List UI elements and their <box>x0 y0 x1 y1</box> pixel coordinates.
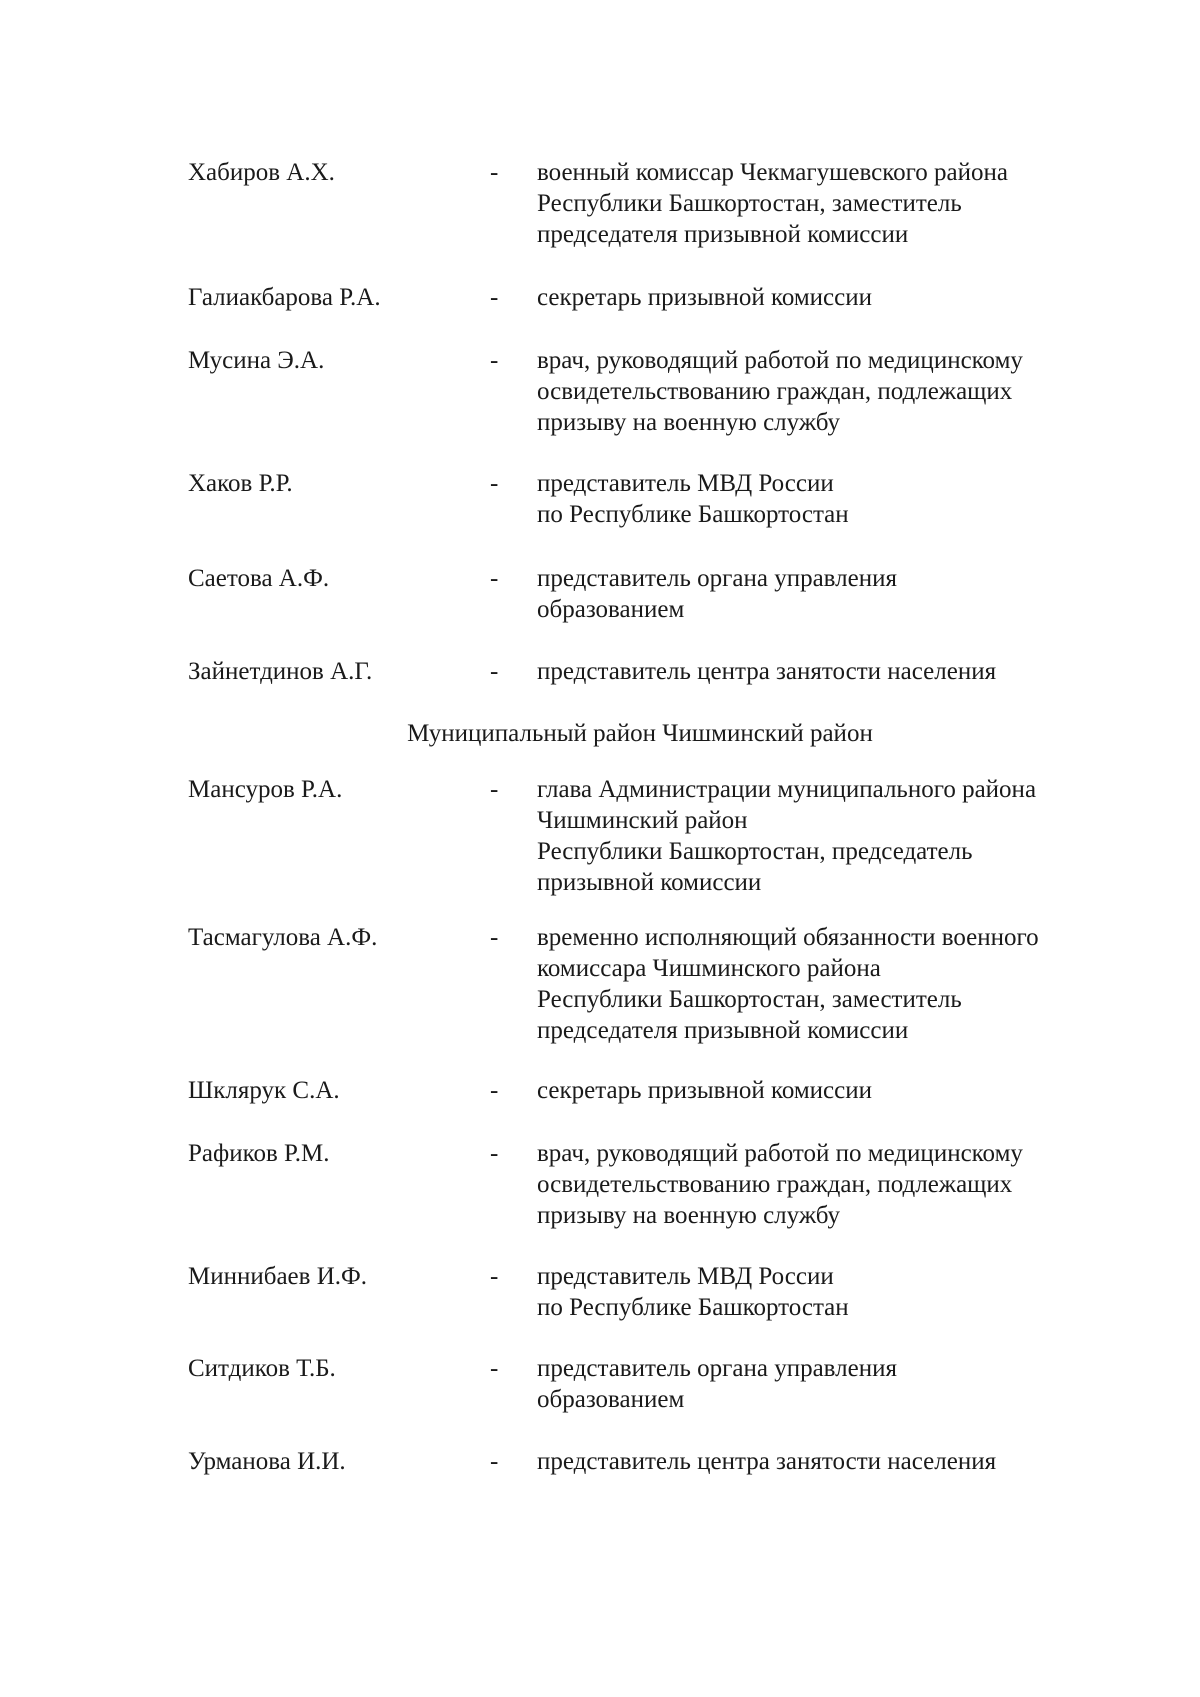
member-role <box>537 656 1137 687</box>
role-line: врач, руководящий работой по медицинскому <box>537 1140 1023 1167</box>
role-line: призыву на военную службу <box>537 1202 841 1229</box>
member-role <box>537 1138 1137 1231</box>
dash-separator: - <box>490 565 499 592</box>
role-line: военный комиссар Чекмагушевского района <box>537 159 1008 186</box>
role-line: Республики Башкортостан, председатель <box>537 838 973 865</box>
member-role <box>537 1075 1137 1106</box>
role-line: представитель МВД России <box>537 470 834 497</box>
dash-separator: - <box>490 159 499 186</box>
role-line: глава Администрации муниципального района <box>537 776 1037 803</box>
member-name: Саетова А.Ф. <box>188 565 330 592</box>
member-name: Зайнетдинов А.Г. <box>188 658 373 685</box>
member-name: Урманова И.И. <box>188 1448 346 1475</box>
role-line: Республики Башкортостан, заместитель <box>537 986 962 1013</box>
role-line: председателя призывной комиссии <box>537 1017 909 1044</box>
role-line: временно исполняющий обязанности военного <box>537 924 1039 951</box>
role-line: представитель органа управления <box>537 565 897 592</box>
member-role <box>537 1261 1137 1323</box>
dash-separator: - <box>490 1077 499 1104</box>
member-role <box>537 345 1137 438</box>
dash-separator: - <box>490 658 499 685</box>
member-role <box>537 468 1137 530</box>
role-line: призывной комиссии <box>537 869 762 896</box>
dash-separator: - <box>490 347 499 374</box>
member-name: Ситдиков Т.Б. <box>188 1355 336 1382</box>
member-role <box>537 774 1137 898</box>
dash-separator: - <box>490 1448 499 1475</box>
member-role <box>537 1446 1137 1477</box>
role-line: председателя призывной комиссии <box>537 221 909 248</box>
role-line: секретарь призывной комиссии <box>537 284 873 311</box>
role-line: освидетельствованию граждан, подлежащих <box>537 378 1013 405</box>
role-line: врач, руководящий работой по медицинскому <box>537 347 1023 374</box>
role-line: секретарь призывной комиссии <box>537 1077 873 1104</box>
role-line: по Республике Башкортостан <box>537 501 849 528</box>
member-role <box>537 1353 1137 1415</box>
member-name: Мусина Э.А. <box>188 347 325 374</box>
member-role <box>537 922 1137 1046</box>
district-heading: Муниципальный район Чишминский район <box>407 720 873 747</box>
member-name: Мансуров Р.А. <box>188 776 343 803</box>
role-line: Республики Башкортостан, заместитель <box>537 190 962 217</box>
role-line: призыву на военную службу <box>537 409 841 436</box>
dash-separator: - <box>490 1140 499 1167</box>
role-line: представитель органа управления <box>537 1355 897 1382</box>
member-role <box>537 157 1137 250</box>
role-line: представитель центра занятости населения <box>537 1448 997 1475</box>
role-line: Чишминский район <box>537 807 748 834</box>
member-name: Шклярук С.А. <box>188 1077 340 1104</box>
member-name: Галиакбарова Р.А. <box>188 284 381 311</box>
member-name: Миннибаев И.Ф. <box>188 1263 368 1290</box>
member-name: Тасмагулова А.Ф. <box>188 924 378 951</box>
role-line: освидетельствованию граждан, подлежащих <box>537 1171 1013 1198</box>
role-line: комиссара Чишминского района <box>537 955 881 982</box>
dash-separator: - <box>490 924 499 951</box>
member-name: Хаков Р.Р. <box>188 470 293 497</box>
role-line: по Республике Башкортостан <box>537 1294 849 1321</box>
dash-separator: - <box>490 470 499 497</box>
member-name: Рафиков Р.М. <box>188 1140 330 1167</box>
member-name: Хабиров А.Х. <box>188 159 335 186</box>
role-line: представитель МВД России <box>537 1263 834 1290</box>
dash-separator: - <box>490 776 499 803</box>
dash-separator: - <box>490 284 499 311</box>
member-role <box>537 282 1137 313</box>
member-role <box>537 563 1137 625</box>
role-line: образованием <box>537 596 685 623</box>
role-line: образованием <box>537 1386 685 1413</box>
dash-separator: - <box>490 1355 499 1382</box>
role-line: представитель центра занятости населения <box>537 658 997 685</box>
dash-separator: - <box>490 1263 499 1290</box>
